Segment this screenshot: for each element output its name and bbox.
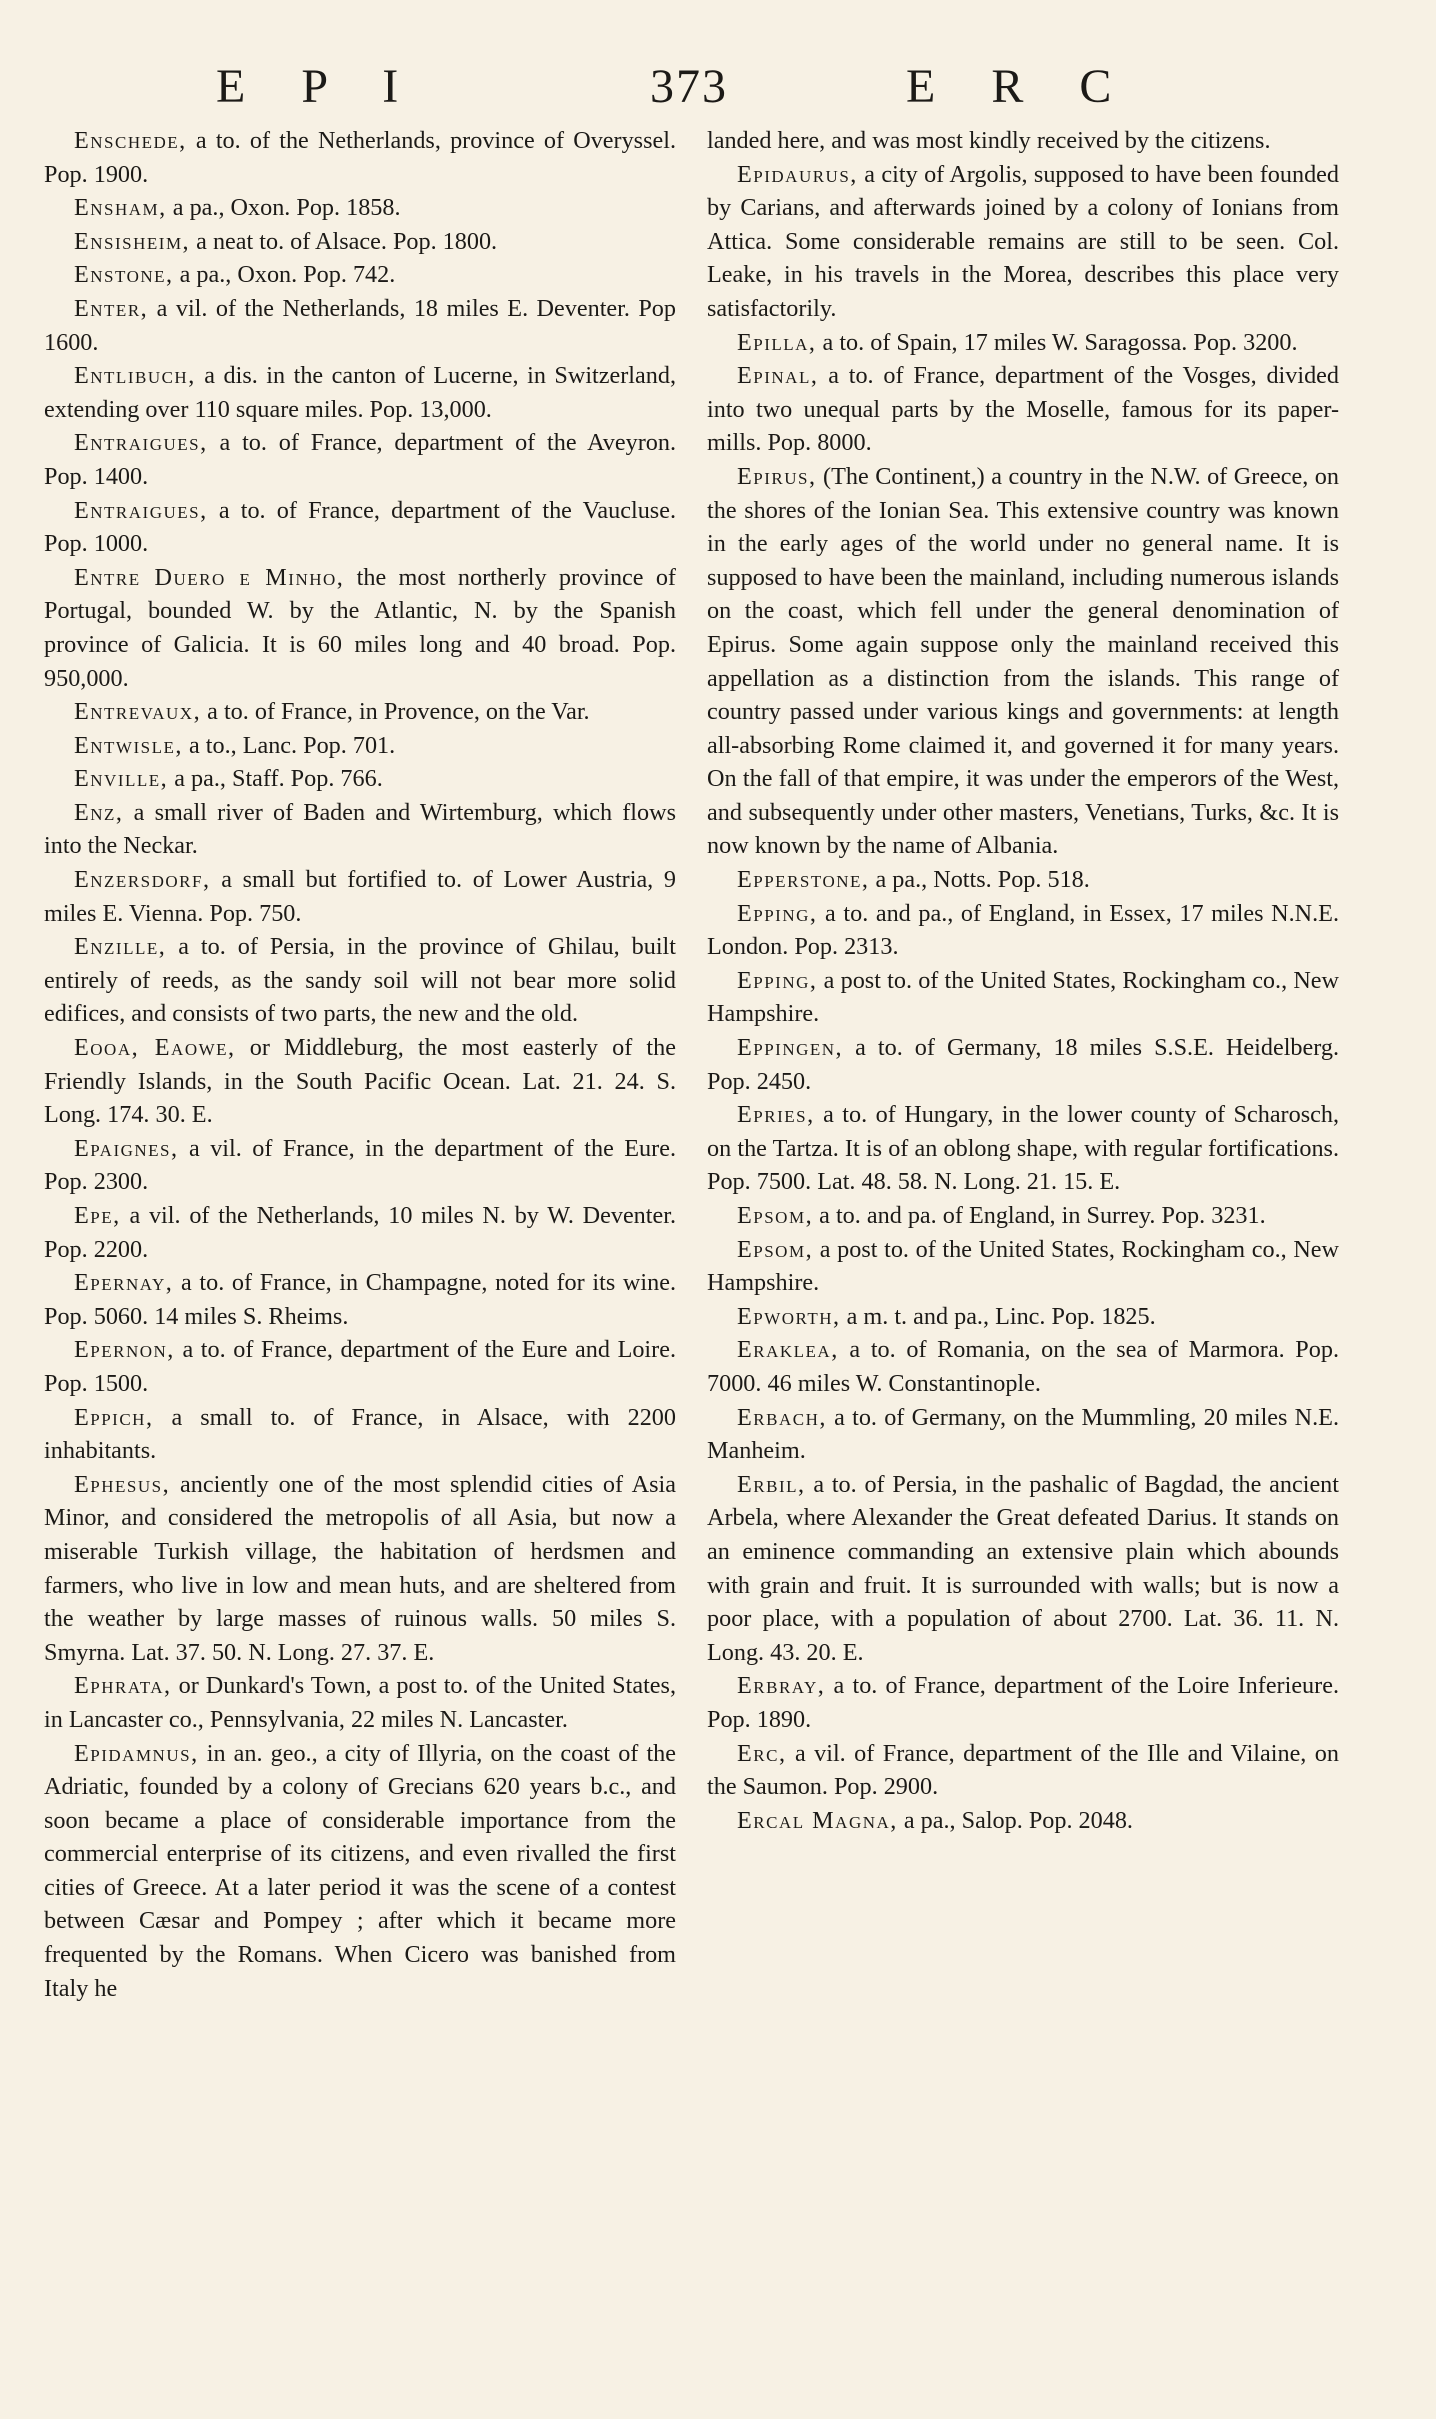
gazetteer-entry	[707, 1098, 1339, 1199]
entry-text: a to. of France, department of the Vosges, divided into two unequal parts by the Moselle, famous for its paper-mills. Pop. 8000.	[707, 362, 1339, 457]
entry-text: a to. of France, in Provence, on the Var.	[201, 698, 590, 726]
gazetteer-entry	[44, 863, 676, 930]
entry-text: a to. of Persia, in the province of Ghilau, built entirely of reeds, as the sandy soil will not bear more solid edifices, and consists of two parts, the new and the old.	[44, 933, 676, 1028]
entry-headword: Epworth,	[737, 1302, 841, 1330]
gazetteer-entry	[707, 124, 1339, 158]
entry-headword: Entrevaux,	[74, 698, 202, 726]
gazetteer-entry	[44, 1468, 676, 1670]
entry-text: a to. of France, department of the Loire Inferieure. Pop. 1890.	[707, 1672, 1339, 1733]
gazetteer-entry	[44, 1199, 676, 1266]
entry-headword: Enville,	[74, 765, 169, 793]
gazetteer-entry	[707, 1333, 1339, 1400]
entry-text: a pa., Staff. Pop. 766.	[168, 765, 383, 793]
entry-text: a pa., Oxon. Pop. 742.	[173, 261, 396, 289]
entry-text: a vil. of France, in the department of the Eure. Pop. 2300.	[44, 1134, 676, 1196]
entry-headword: Eppingen,	[737, 1034, 844, 1062]
entry-headword: Enschede,	[74, 127, 187, 154]
entry-headword: Entraigues,	[74, 429, 208, 457]
entry-headword: Ephesus,	[74, 1470, 171, 1498]
gazetteer-entry	[44, 191, 676, 225]
entry-headword: Epernon,	[74, 1336, 175, 1364]
entry-headword: Enzersdorf,	[74, 866, 211, 894]
gazetteer-entry	[44, 695, 676, 729]
right-column	[707, 124, 1339, 1837]
entry-headword: Epries,	[737, 1101, 815, 1129]
entry-text: a pa., Oxon. Pop. 1858.	[166, 194, 401, 222]
entry-headword: Enzille,	[74, 933, 167, 961]
gazetteer-entry	[44, 359, 676, 426]
entry-text: in an. geo., a city of Illyria, on the coast of the Adriatic, founded by a colony of Grecians 620 years b.c., and soon became a place of considerable importance from the commercial enterprise of its citizens, and even rivalled the first cities of Greece. At a later period it was the scene of a contest between Cæsar and Pompey ; after which it became more frequented by the Romans. When Cicero was banished from Italy he	[44, 1739, 676, 2002]
gazetteer-entry	[44, 1333, 676, 1400]
running-head-left: E P I	[216, 60, 421, 113]
entry-text: a m. t. and pa., Linc. Pop. 1825.	[840, 1302, 1156, 1330]
entry-text: a to. of France, in Champagne, noted for its wine. Pop. 5060. 14 miles S. Rheims.	[44, 1269, 676, 1330]
gazetteer-entry	[707, 1804, 1339, 1838]
entry-headword: Entlibuch,	[74, 362, 196, 390]
entry-text: a to. of France, department of the Aveyron. Pop. 1400.	[44, 429, 676, 490]
left-column	[44, 124, 676, 2005]
entry-headword: Entre Duero e Minho,	[74, 563, 345, 591]
entry-text: a neat to. of Alsace. Pop. 1800.	[190, 227, 498, 255]
entry-text: a to. of France, department of the Eure and Loire. Pop. 1500.	[44, 1336, 676, 1397]
entry-headword: Epirus,	[737, 462, 817, 490]
entry-headword: Epilla,	[737, 328, 817, 356]
entry-headword: Erbil,	[737, 1470, 806, 1498]
entry-headword: Epaignes,	[74, 1134, 179, 1162]
gazetteer-entry	[44, 729, 676, 763]
gazetteer-entry	[44, 762, 676, 796]
entry-text: a city of Argolis, supposed to have been founded by Carians, and afterwards joined by a colony of Ionians from Attica. Some considerable remains are still to be seen. Col. Leake, in his travels in the Morea, describes this place very satisfactorily.	[707, 160, 1339, 322]
entry-text: or Dunkard's Town, a post to. of the United States, in Lancaster co., Pennsylvania, 22 miles N. Lancaster.	[44, 1672, 676, 1733]
entry-text: (The Continent,) a country in the N.W. of Greece, on the shores of the Ionian Sea. This extensive country was known in the early ages of the world under no general name. It is supposed to have been the mainland, including numerous islands on the coast, which fell under the general denomination of Epirus. Some again suppose only the mainland received this appellation as a distinction from the islands. This range of country passed under various kings and governments: at length all-absorbing Rome claimed it, and governed it for many years. On the fall of that empire, it was under the emperors of the West, and subsequently under other masters, Venetians, Turks, &c. It is now known by the name of Albania.	[707, 462, 1339, 860]
page-number: 373	[650, 60, 728, 113]
gazetteer-entry	[707, 1737, 1339, 1804]
gazetteer-entry	[707, 1300, 1339, 1334]
entry-text: a vil. of France, department of the Ille and Vilaine, on the Saumon. Pop. 2900.	[707, 1739, 1339, 1801]
entry-headword: Epsom,	[737, 1202, 814, 1229]
entry-text: or Middleburg, the most easterly of the Friendly Islands, in the South Pacific Ocean. Lat. 21. 24. S. Long. 174. 30. E.	[44, 1034, 676, 1129]
gazetteer-entry	[44, 225, 676, 259]
entry-headword: Epinal,	[737, 362, 819, 390]
gazetteer-entry	[707, 359, 1339, 460]
gazetteer-entry	[44, 426, 676, 493]
entry-headword: Epperstone,	[737, 866, 870, 894]
entry-text: a to. of Hungary, in the lower county of Scharosch, on the Tartza. It is of an oblong shape, with regular fortifications. Pop. 7500. Lat. 48. 58. N. Long. 21. 15. E.	[707, 1101, 1339, 1196]
entry-text: a to. of Romania, on the sea of Marmora. Pop. 7000. 46 miles W. Constantinople.	[707, 1336, 1339, 1397]
gazetteer-entry	[707, 1031, 1339, 1098]
entry-headword: Eppich,	[74, 1403, 154, 1431]
entry-text: a to. and pa. of England, in Surrey. Pop. 3231.	[813, 1202, 1266, 1229]
gazetteer-entry	[44, 1669, 676, 1736]
entry-text: a vil. of the Netherlands, 10 miles N. by W. Deventer. Pop. 2200.	[44, 1202, 676, 1263]
gazetteer-entry	[707, 158, 1339, 326]
entry-text: a to. of Germany, 18 miles S.S.E. Heidelberg. Pop. 2450.	[707, 1034, 1339, 1095]
entry-headword: Epsom,	[737, 1235, 814, 1263]
entry-text: a to., Lanc. Pop. 701.	[182, 731, 396, 759]
entry-headword: Ensisheim,	[74, 227, 191, 255]
entry-headword: Epping,	[737, 899, 818, 927]
gazetteer-entry	[44, 1031, 676, 1132]
gazetteer-entry	[707, 964, 1339, 1031]
entry-headword: Eooa, Eaowe,	[74, 1034, 236, 1062]
entry-headword: Epping,	[737, 966, 818, 994]
entry-headword: Entwisle,	[74, 731, 183, 759]
gazetteer-entry	[707, 897, 1339, 964]
entry-text: a to. of Persia, in the pashalic of Bagdad, the ancient Arbela, where Alexander the Great defeated Darius. It stands on an eminence commanding an extensive plain which abounds with grain and fruit. It is surrounded with walls; but is now a poor place, with a population of about 2700. Lat. 36. 11. N. Long. 43. 20. E.	[707, 1470, 1339, 1666]
entry-headword: Erbach,	[737, 1403, 827, 1431]
entry-headword: Epidamnus,	[74, 1739, 199, 1767]
entry-text: a post to. of the United States, Rockingham co., New Hampshire.	[707, 1235, 1339, 1297]
entry-text: a to. and pa., of England, in Essex, 17 miles N.N.E. London. Pop. 2313.	[707, 899, 1339, 961]
gazetteer-entry	[44, 796, 676, 863]
entry-text: a to. of Germany, on the Mummling, 20 miles N.E. Manheim.	[707, 1403, 1339, 1465]
gazetteer-entry	[44, 1266, 676, 1333]
entry-text: a pa., Notts. Pop. 518.	[869, 866, 1090, 894]
gazetteer-entry	[707, 863, 1339, 897]
gazetteer-entry	[44, 1132, 676, 1199]
entry-text: anciently one of the most splendid cities of Asia Minor, and considered the metropolis of all Asia, but now a miserable Turkish village, the habitation of herdsmen and farmers, who live in low and mean huts, and are sheltered from the weather by large masses of ruinous walls. 50 miles S. Smyrna. Lat. 37. 50. N. Long. 27. 37. E.	[44, 1470, 676, 1666]
entry-headword: Ercal Magna,	[737, 1806, 898, 1834]
entry-headword: Eraklea,	[737, 1336, 839, 1364]
gazetteer-entry	[44, 292, 676, 359]
running-head-right: E R C	[906, 60, 1134, 113]
gazetteer-entry	[707, 326, 1339, 360]
entry-headword: Erbray,	[737, 1672, 826, 1700]
gazetteer-entry	[707, 1199, 1339, 1233]
entry-text: a dis. in the canton of Lucerne, in Switzerland, extending over 110 square miles. Pop. 13,000.	[44, 362, 676, 423]
entry-headword: Erc,	[737, 1739, 787, 1767]
gazetteer-entry	[44, 561, 676, 695]
entry-text: a pa., Salop. Pop. 2048.	[897, 1806, 1133, 1834]
entry-headword: Epidaurus,	[737, 160, 858, 188]
entry-text: a to. of the Netherlands, province of Overyssel. Pop. 1900.	[44, 127, 676, 188]
gazetteer-entry	[707, 1669, 1339, 1736]
entry-text: a to. of Spain, 17 miles W. Saragossa. Pop. 3200.	[816, 328, 1298, 356]
entry-text: a small river of Baden and Wirtemburg, which flows into the Neckar.	[44, 798, 676, 860]
entry-headword: Epe,	[74, 1202, 121, 1229]
gazetteer-entry	[707, 1233, 1339, 1300]
entry-headword: Enter,	[74, 294, 149, 322]
entry-text: a to. of France, department of the Vaucluse. Pop. 1000.	[44, 496, 676, 558]
gazetteer-entry	[707, 1401, 1339, 1468]
gazetteer-entry	[44, 258, 676, 292]
entry-headword: Ephrata,	[74, 1672, 172, 1700]
entry-text: a small but fortified to. of Lower Austria, 9 miles E. Vienna. Pop. 750.	[44, 866, 676, 927]
entry-headword: Enstone,	[74, 261, 174, 289]
entry-headword: Entraigues,	[74, 496, 208, 524]
gazetteer-entry	[44, 494, 676, 561]
gazetteer-entry	[44, 930, 676, 1031]
entry-text: a vil. of the Netherlands, 18 miles E. Deventer. Pop 1600.	[44, 294, 676, 356]
entry-text: the most northerly province of Portugal, bounded W. by the Atlantic, N. by the Spanish province of Galicia. It is 60 miles long and 40 broad. Pop. 950,000.	[44, 563, 676, 692]
entry-headword: Epernay,	[74, 1269, 174, 1297]
entry-text: a post to. of the United States, Rockingham co., New Hampshire.	[707, 966, 1339, 1028]
entry-headword: Ensham,	[74, 194, 167, 222]
page-header	[0, 52, 1436, 122]
gazetteer-entry	[707, 460, 1339, 863]
gazetteer-entry	[44, 1737, 676, 2006]
entry-text: a small to. of France, in Alsace, with 2200 inhabitants.	[44, 1403, 676, 1465]
gazetteer-entry	[44, 1401, 676, 1468]
entry-text: landed here, and was most kindly received by the citizens.	[707, 127, 1271, 154]
gazetteer-entry	[707, 1468, 1339, 1670]
gazetteer-entry	[44, 124, 676, 191]
entry-headword: Enz,	[74, 798, 124, 826]
